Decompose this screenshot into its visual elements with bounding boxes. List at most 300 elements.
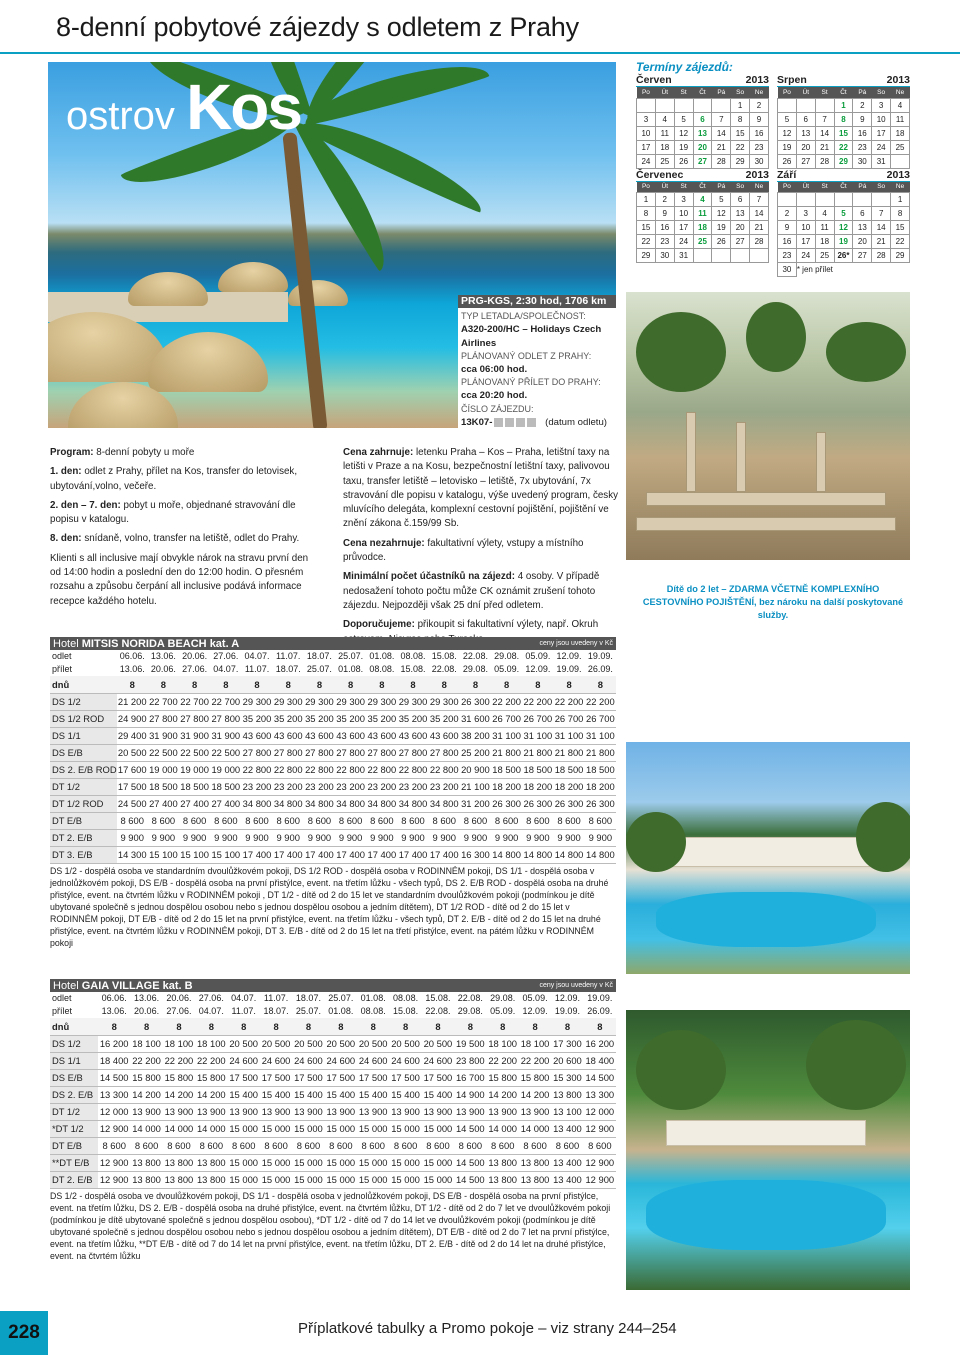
- price-cell: 8 600: [389, 1137, 421, 1154]
- price-cell: 31 100: [522, 727, 553, 744]
- price-cell: 15 000: [389, 1171, 421, 1188]
- price-cell: 8 600: [179, 812, 210, 829]
- price-cell: 18 500: [522, 761, 553, 778]
- day-cell: [731, 249, 750, 263]
- price-cell: 9 900: [335, 829, 366, 846]
- price-cell: 8 600: [210, 812, 241, 829]
- price-cell: 13.06.: [119, 664, 145, 674]
- price-cell: 22 800: [397, 761, 428, 778]
- row-label: **DT E/B: [50, 1154, 98, 1171]
- day-cell: 4: [815, 207, 834, 221]
- price-cell: 8: [551, 1018, 583, 1035]
- weekday-label: St: [674, 87, 693, 98]
- price-cell: 8: [292, 1018, 324, 1035]
- day-cell: 11: [693, 207, 712, 221]
- day-cell: 7: [712, 112, 731, 126]
- price-cell: 8: [163, 1018, 195, 1035]
- price-cell: 19.09.: [554, 1006, 580, 1016]
- price-cell: 20 500: [228, 1035, 260, 1052]
- hotel-legend: DS 1/2 - dospělá osoba ve standardním dvoulůžkovém pokoji, DS 1/2 ROD - dospělá osoba v RODINNÉM pokoji, DS 1/1 - dospělá osoba v jednolůžkovém pokoji, DS E/B - dospělá osoba na první přistýlce, event. na třetím lůžku - všech typů, DS 2. E/B ROD - dospělá osoba na druhé přistýlce, event. na čtvrtém lůžku v RODINNÉM pokoji , DT 1/2 - dítě od 2 do 15 let ve standardním dvoulůžkovém pokoji (podmínkou je dítě ubytované společně s jednou dospělou osobou nebo s jednou dospělou osobou a jedním dítětem), DT 1/2 ROD - dítě od 2 do 15 let v RODINNÉM pokoji, DT E/B - dítě od 2 do 15 let na první přistýlce, event. na třetím lůžku - všech typů, DT 2. E/B - dítě od 2 do 15 let na druhé přistýlce, event. na čtvrtém lůžku v RODINNÉM pokoji, DT 3. E/B - dítě od 2 do 15 let na třetí přistýlce, event. na pátém lůžku v RODINNÉM pokoji: [50, 865, 609, 949]
- table-row: [50, 829, 616, 846]
- price-cell: 15 100: [179, 846, 210, 863]
- price-cell: 31 900: [179, 727, 210, 744]
- price-cell: 35 200: [241, 710, 272, 727]
- price-cell: 14 000: [130, 1120, 162, 1137]
- price-cell: 8 600: [325, 1137, 357, 1154]
- ruin-column: [686, 412, 696, 492]
- price-cell: 01.08.: [338, 664, 364, 674]
- price-cell: 17 500: [292, 1069, 324, 1086]
- day-cell: 3: [637, 112, 656, 126]
- price-cell: 9 900: [117, 829, 148, 846]
- price-cell: 43 600: [273, 727, 304, 744]
- price-cell: 23 200: [273, 778, 304, 795]
- price-cell: 22 800: [241, 761, 272, 778]
- price-cell: 15 000: [228, 1154, 260, 1171]
- day-cell: 17: [872, 126, 891, 140]
- day-cell: 20: [796, 140, 815, 154]
- price-cell: 06.06.: [101, 993, 127, 1003]
- price-cell: 22 800: [429, 761, 460, 778]
- price-cell: 9 900: [148, 829, 179, 846]
- day-cell: 14: [712, 126, 731, 140]
- price-cell: 20.06.: [134, 1006, 160, 1016]
- day-cell: 13: [853, 221, 872, 235]
- price-cell: 14 500: [454, 1154, 486, 1171]
- price-cell: 13 800: [130, 1171, 162, 1188]
- price-cell: 15 400: [228, 1086, 260, 1103]
- day-cell: 6: [693, 112, 712, 126]
- day-cell: 21: [750, 221, 769, 235]
- day-cell: 12: [712, 207, 731, 221]
- price-cell: 27 800: [397, 744, 428, 761]
- price-cell: 14 300: [117, 846, 148, 863]
- day-cell: 11: [815, 221, 834, 235]
- weekday-label: Pá: [712, 87, 731, 98]
- price-cell: 14 200: [130, 1086, 162, 1103]
- price-cell: 22 800: [366, 761, 397, 778]
- day-cell: 15: [731, 126, 750, 140]
- weekday-label: Út: [796, 87, 815, 98]
- price-cell: 31 900: [210, 727, 241, 744]
- price-cell: 14 200: [163, 1086, 195, 1103]
- price-cell: 22 700: [210, 693, 241, 710]
- hotel-photo-mitsis: [626, 742, 910, 974]
- month-year: 2013: [745, 74, 769, 86]
- price-cell: 14 800: [553, 846, 584, 863]
- price-cell: 18.07.: [263, 1006, 289, 1016]
- day-cell: 18: [693, 221, 712, 235]
- price-cell: 8 600: [130, 1137, 162, 1154]
- price-cell: 13 800: [519, 1154, 551, 1171]
- table-row: [50, 693, 616, 710]
- weekday-label: Čt: [834, 87, 853, 98]
- includes-label: Cena zahrnuje:: [343, 447, 414, 458]
- day-cell: 11: [655, 126, 674, 140]
- price-cell: 18 500: [491, 761, 522, 778]
- price-cell: 8 600: [397, 812, 428, 829]
- price-cell: 15 400: [389, 1086, 421, 1103]
- price-cell: 13 800: [195, 1171, 227, 1188]
- price-cell: 15 800: [487, 1069, 519, 1086]
- weekday-label: Ne: [891, 182, 910, 193]
- day-cell: 15: [637, 221, 656, 235]
- price-cell: 18 100: [195, 1035, 227, 1052]
- day-cell: 6: [796, 112, 815, 126]
- price-cell: 8 600: [429, 812, 460, 829]
- ruin-steps: [646, 492, 886, 506]
- price-cell: 31 200: [460, 795, 491, 812]
- hotel-name: MITSIS NORIDA BEACH: [81, 637, 207, 650]
- row-label: DS 1/1: [50, 1052, 98, 1069]
- price-cell: 9 900: [366, 829, 397, 846]
- includes-text: letenku Praha – Kos – Praha, letištní taxy na letišti v Praze a na Kosu, bezpečnostní letištní taxy, palivovou taxu, transfer letiště – letovisko – letiště, 7x ubytování, 7x stravování dle popisu v katalogu, výše uvedený program, česky mluvícího delegáta, komplexní cestovní pojištění, pojištění ve znění zákona č.159/99 Sb.: [343, 447, 619, 530]
- pool: [656, 892, 876, 947]
- price-cell: 17 500: [389, 1069, 421, 1086]
- weekday-label: So: [872, 182, 891, 193]
- price-cell: 22 200: [487, 1052, 519, 1069]
- row-label: odlet: [50, 992, 98, 1005]
- row-label: odlet: [50, 650, 117, 663]
- price-cell: 22.08.: [457, 993, 483, 1003]
- price-cell: 13 100: [551, 1103, 583, 1120]
- price-cell: 15.08.: [400, 664, 426, 674]
- price-cell: 24 600: [389, 1052, 421, 1069]
- price-cell: 27 800: [335, 744, 366, 761]
- day-cell: 18: [891, 126, 910, 140]
- price-cell: 20 500: [260, 1035, 292, 1052]
- price-cell: 18 400: [584, 1052, 616, 1069]
- price-cell: 8: [228, 1018, 260, 1035]
- price-cell: 12 900: [584, 1120, 616, 1137]
- price-cell: 27 800: [148, 710, 179, 727]
- price-cell: 13 800: [519, 1171, 551, 1188]
- day8-label: 8. den:: [50, 533, 82, 545]
- price-cell: 27.06.: [213, 651, 239, 661]
- price-cell: 16 200: [98, 1035, 130, 1052]
- day-cell: [834, 193, 853, 207]
- price-cell: 27 400: [148, 795, 179, 812]
- day-cell: 14: [872, 221, 891, 235]
- price-cell: 8: [241, 676, 272, 693]
- price-cell: 16 300: [460, 846, 491, 863]
- price-cell: 24 500: [117, 795, 148, 812]
- price-cell: 22.08.: [425, 1006, 451, 1016]
- price-cell: 34 800: [241, 795, 272, 812]
- day-cell: 9: [750, 112, 769, 126]
- page-title: 8-denní pobytové zájezdy s odletem z Prahy: [56, 12, 579, 42]
- price-cell: 16 700: [454, 1069, 486, 1086]
- price-cell: 15 000: [325, 1154, 357, 1171]
- price-cell: 27 800: [304, 744, 335, 761]
- price-cell: 18 500: [179, 778, 210, 795]
- price-cell: 35 200: [397, 710, 428, 727]
- weekday-label: Pá: [853, 87, 872, 98]
- price-cell: 14 200: [487, 1086, 519, 1103]
- day-cell: 27: [693, 154, 712, 168]
- hotel-header: [50, 637, 616, 650]
- day-cell: 16: [655, 221, 674, 235]
- month-name: Srpen: [777, 74, 807, 86]
- day-cell: [815, 193, 834, 207]
- price-cell: 22 200: [522, 693, 553, 710]
- table-row: [50, 1120, 616, 1137]
- price-cell: 23 200: [304, 778, 335, 795]
- day-cell: 8: [637, 207, 656, 221]
- price-cell: 15 800: [163, 1069, 195, 1086]
- day-cell: [712, 249, 731, 263]
- price-cell: 17 500: [117, 778, 148, 795]
- table-row: [50, 1154, 616, 1171]
- price-cell: 18 500: [553, 761, 584, 778]
- day-cell: 20: [853, 235, 872, 249]
- min-participants-label: Minimální počet účastníků na zájezd:: [343, 571, 516, 583]
- price-cell: 22 800: [304, 761, 335, 778]
- row-label: DS 1/2 ROD: [50, 710, 117, 727]
- price-cell: 29 300: [335, 693, 366, 710]
- day-cell: [796, 193, 815, 207]
- price-cell: 23 200: [366, 778, 397, 795]
- code-box: [516, 418, 525, 427]
- price-cell: 20.06.: [182, 651, 208, 661]
- price-cell: 13 300: [584, 1086, 616, 1103]
- price-cell: 15 400: [260, 1086, 292, 1103]
- day-cell: 22: [637, 235, 656, 249]
- price-cell: 01.08.: [328, 1006, 354, 1016]
- day-cell: 31: [872, 154, 891, 168]
- price-cell: 14 000: [163, 1120, 195, 1137]
- day-cell: [655, 98, 674, 112]
- price-cell: 15 400: [422, 1086, 454, 1103]
- weekday-label: Čt: [693, 87, 712, 98]
- hotel-price-table-mitsis: [50, 637, 616, 949]
- price-cell: 13 400: [551, 1171, 583, 1188]
- calendar-month: [636, 74, 769, 169]
- price-cell: 18 100: [487, 1035, 519, 1052]
- price-cell: 17 400: [241, 846, 272, 863]
- day-cell: 25: [815, 249, 834, 263]
- day-cell: 23: [750, 140, 769, 154]
- price-cell: 22 200: [553, 693, 584, 710]
- day-cell: [891, 154, 910, 168]
- price-cell: 13 900: [292, 1103, 324, 1120]
- day-cell: 10: [796, 221, 815, 235]
- day-cell: [637, 98, 656, 112]
- price-cell: 8 600: [228, 1137, 260, 1154]
- day-cell: 26: [778, 154, 797, 168]
- price-cell: 8: [429, 676, 460, 693]
- price-cell: 11.07.: [231, 1006, 256, 1016]
- hotel-prefix: Hotel: [53, 979, 79, 992]
- row-label: DS 2. E/B ROD: [50, 761, 117, 778]
- calendar-month: [636, 169, 769, 278]
- price-info: [343, 446, 619, 652]
- price-cell: 15 400: [292, 1086, 324, 1103]
- day-cell: 25: [693, 235, 712, 249]
- page-number: 228: [0, 1311, 48, 1355]
- price-cell: 43 600: [304, 727, 335, 744]
- day-cell: 13: [731, 207, 750, 221]
- price-cell: 22 200: [585, 693, 616, 710]
- title-divider: [0, 52, 960, 54]
- price-cell: 05.09.: [490, 1006, 516, 1016]
- price-cell: 15 000: [292, 1171, 324, 1188]
- day-cell: 8: [731, 112, 750, 126]
- price-cell: 31 100: [585, 727, 616, 744]
- table-row: [50, 778, 616, 795]
- price-cell: 15 000: [422, 1171, 454, 1188]
- month-header: [777, 74, 910, 87]
- tour-code-value: 13K07-: [461, 416, 493, 428]
- day-cell: 5: [834, 207, 853, 221]
- price-cell: 13 400: [551, 1120, 583, 1137]
- ruin-column: [736, 422, 746, 492]
- day-cell: 10: [674, 207, 693, 221]
- price-cell: 15.08.: [393, 1006, 419, 1016]
- price-cell: 13 800: [551, 1086, 583, 1103]
- weekday-label: St: [815, 182, 834, 193]
- row-label: DT 1/2 ROD: [50, 795, 117, 812]
- price-cell: 8: [460, 676, 491, 693]
- row-label: dnů: [50, 1018, 98, 1035]
- price-cell: 29 300: [241, 693, 272, 710]
- price-cell: 9 900: [210, 829, 241, 846]
- excludes-label: Cena nezahrnuje:: [343, 537, 425, 549]
- price-cell: 17 400: [366, 846, 397, 863]
- price-cell: 24 600: [228, 1052, 260, 1069]
- price-cell: 15 400: [325, 1086, 357, 1103]
- price-cell: 20 600: [551, 1052, 583, 1069]
- price-cell: 21 800: [553, 744, 584, 761]
- price-cell: 8 600: [148, 812, 179, 829]
- price-cell: 22 200: [130, 1052, 162, 1069]
- day-cell: 15: [834, 126, 853, 140]
- price-cell: 29 300: [304, 693, 335, 710]
- price-cell: 22.08.: [431, 664, 457, 674]
- day-cell: 22: [834, 140, 853, 154]
- day-cell: [693, 249, 712, 263]
- month-header: [636, 169, 769, 182]
- price-cell: 8 600: [273, 812, 304, 829]
- price-cell: 26 700: [491, 710, 522, 727]
- month-name: Září: [777, 168, 797, 181]
- price-cell: 31 100: [491, 727, 522, 744]
- day-cell: 19: [834, 235, 853, 249]
- day-cell: 28: [872, 249, 891, 263]
- price-cell: 34 800: [304, 795, 335, 812]
- day-cell: 1: [637, 193, 656, 207]
- day-cell: 30: [750, 154, 769, 168]
- price-cell: 35 200: [366, 710, 397, 727]
- price-cell: 19.09.: [587, 651, 613, 661]
- calendar-month: [777, 169, 910, 278]
- price-cell: 27 400: [210, 795, 241, 812]
- price-cell: 17 500: [325, 1069, 357, 1086]
- price-cell: 25.07.: [306, 664, 332, 674]
- calendar-note: * jen přílet: [796, 265, 833, 275]
- day-cell: 23: [655, 235, 674, 249]
- arrival-row: [50, 663, 616, 676]
- day-cell: 29: [834, 154, 853, 168]
- price-cell: 15 100: [210, 846, 241, 863]
- day-cell: 2: [853, 98, 872, 112]
- price-cell: 29.08.: [494, 651, 520, 661]
- price-cell: 20 500: [422, 1035, 454, 1052]
- price-cell: 8 600: [304, 812, 335, 829]
- price-cell: 35 200: [304, 710, 335, 727]
- price-cell: 35 200: [335, 710, 366, 727]
- price-cell: 13 900: [357, 1103, 389, 1120]
- day-cell: 10: [637, 126, 656, 140]
- price-cell: 08.08.: [400, 651, 426, 661]
- price-cell: 15 000: [325, 1120, 357, 1137]
- price-cell: 04.07.: [244, 651, 270, 661]
- price-cell: 04.07.: [198, 1006, 224, 1016]
- day-cell: 22: [731, 140, 750, 154]
- table-row: [50, 710, 616, 727]
- price-cell: 8: [422, 1018, 454, 1035]
- price-cell: 16 200: [584, 1035, 616, 1052]
- day-cell: 25: [891, 140, 910, 154]
- price-cell: 01.08.: [360, 993, 386, 1003]
- umbrella: [288, 280, 348, 306]
- price-cell: 27.06.: [182, 664, 208, 674]
- price-cell: 12.09.: [525, 664, 551, 674]
- day-cell: 12: [834, 221, 853, 235]
- row-label: DT E/B: [50, 1137, 98, 1154]
- day-cell: 21: [712, 140, 731, 154]
- price-cell: 8 600: [422, 1137, 454, 1154]
- price-cell: 18 200: [553, 778, 584, 795]
- day-cell: 14: [750, 207, 769, 221]
- price-cell: 8 600: [454, 1137, 486, 1154]
- price-cell: 8 600: [98, 1137, 130, 1154]
- price-cell: 17 400: [273, 846, 304, 863]
- weekday-label: Ne: [750, 87, 769, 98]
- price-cell: 8: [98, 1018, 130, 1035]
- hotel-legend: DS 1/2 - dospělá osoba ve dvoulůžkovém pokoji, DS 1/1 - dospělá osoba v jednolůžkovém pokoji, DS E/B - dospělá osoba na první přistýlce, event. na třetím lůžku, DS 2. E/B - dospělá osoba na druhé přistýlce, event. na čtvrtém lůžku, DT 1/2 - dítě od 2 do 7 let ve dvoulůžkovém pokoji (podmínkou je dítě ubytované společně s jednou dospělou osobou), *DT 1/2 - dítě od 7 do 14 let ve dvoulůžkovém pokoji (podmínkou je dítě ubytované společně s jednou dospělou osobou nebo s jednou dospělou osobou a jedním dítětem), DT E/B - dítě od 2 do 7 let na první přistýlce, event. na třetím lůžku, **DT E/B - dítě od 7 do 14 let na první přistýlce, event. na třetím lůžku, DT 2. E/B - dítě od 2 do 14 let na druhé přistýlce, event. na čtvrtém lůžku: [50, 1190, 611, 1261]
- price-cell: 26 700: [553, 710, 584, 727]
- day-cell: 24: [872, 140, 891, 154]
- arrival-row: [50, 1005, 616, 1018]
- day1-text: odlet z Prahy, přílet na Kos, transfer do letovisek, ubytování,volno, večeře.: [50, 466, 298, 492]
- price-cell: 8: [357, 1018, 389, 1035]
- price-cell: 8 600: [292, 1137, 324, 1154]
- price-cell: 18 200: [491, 778, 522, 795]
- price-cell: 24 600: [325, 1052, 357, 1069]
- month-grid: [636, 182, 769, 264]
- price-cell: 27 800: [429, 744, 460, 761]
- hotel-photo-gaia: [626, 1010, 910, 1290]
- price-cell: 01.08.: [369, 651, 395, 661]
- day-cell: 30: [655, 249, 674, 263]
- price-cell: 12.09.: [554, 993, 580, 1003]
- day-cell: 30: [778, 263, 797, 277]
- day-cell: 24: [796, 249, 815, 263]
- price-cell: 19 000: [210, 761, 241, 778]
- month-year: 2013: [745, 168, 769, 181]
- price-cell: 12 000: [98, 1103, 130, 1120]
- ruins-photo: [626, 292, 910, 560]
- price-cell: 8 600: [117, 812, 148, 829]
- row-label: DS 1/2: [50, 1035, 98, 1052]
- price-cell: 14 500: [454, 1171, 486, 1188]
- day-cell: 13: [693, 126, 712, 140]
- pool: [646, 1180, 886, 1250]
- price-cell: 15.08.: [425, 993, 451, 1003]
- day-cell: 5: [778, 112, 797, 126]
- price-cell: 8: [130, 1018, 162, 1035]
